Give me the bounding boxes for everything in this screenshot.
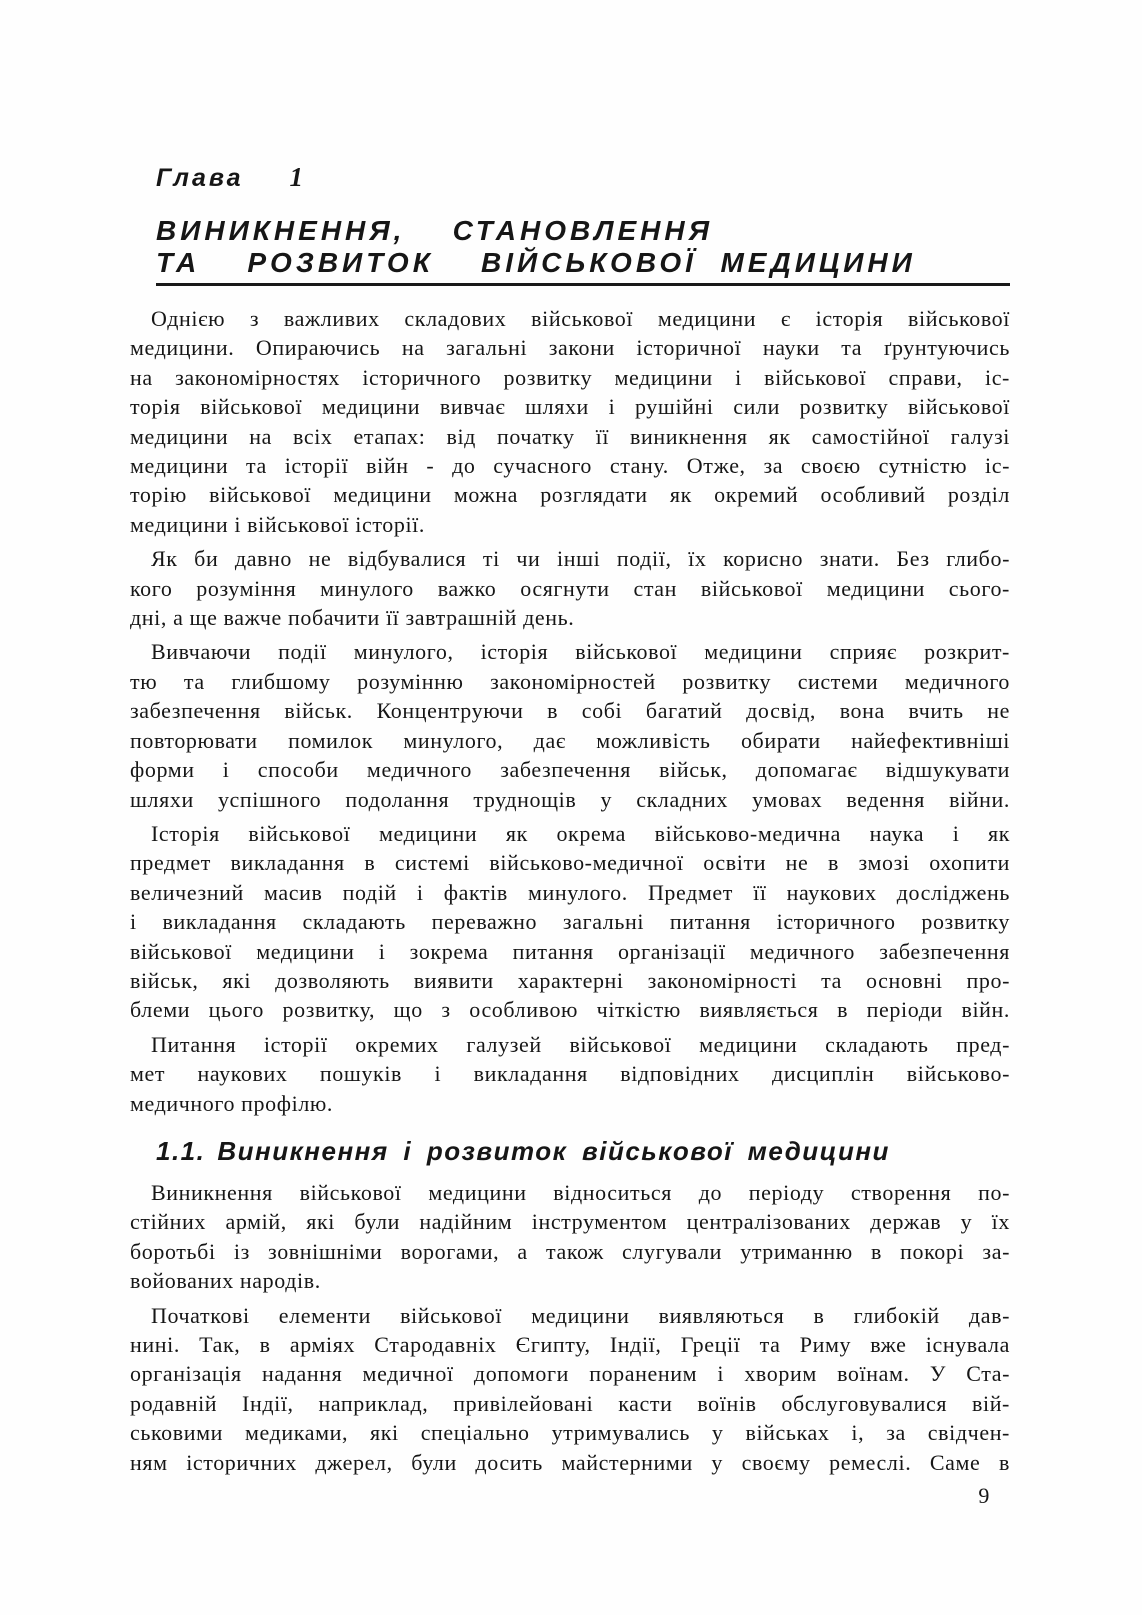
page-number: 9 [978,1483,990,1509]
text-line: нині. Так, в арміях Стародавніх Єгипту, Індії, Греції та Риму вже існувала [130,1332,1010,1357]
chapter-label: Глава [156,164,244,192]
text-line: стійних армій, які були надійним інструментом централізованих держав у їх [130,1209,1010,1235]
text-line: величезний масив подій і фактів минулого. Предмет її наукових досліджень [130,879,1010,905]
section-title: Виникнення і розвиток військової медицини [217,1135,890,1166]
document-title [130,215,1010,286]
text-line: мет наукових пошуків і викладання відповідних дисциплін військово- [130,1061,1010,1087]
text-line: торія військової медицини вивчає шляхи і рушійні сили розвитку військової [130,394,1010,420]
paragraph [130,637,1010,813]
title-line-2: ТА РОЗВИТОК ВІЙСЬКОВОЇ МЕДИЦИНИ [156,247,1010,286]
text-line: повторювати помилок минулого, дає можливість обирати найефективніші [130,727,1010,753]
text-line: Питання історії окремих галузей військової медицини складають пред- [151,1031,1010,1057]
paragraph [130,304,1010,539]
text-line: родавній Індії, наприклад, привілейовані касти воїнів обслуговувалися вій- [130,1390,1010,1416]
text-line: на закономірностях історичного розвитку медицини і військової справи, іс- [130,364,1010,390]
paragraph [130,544,1010,632]
text-line: ням історичних джерел, були досить майстерними у своєму ремеслі. Саме в [130,1449,1010,1475]
text-line: форми і способи медичного забезпечення військ, допомагає відшукувати [130,757,1010,783]
text-line: медичного профілю. [130,1090,334,1116]
chapter-number: 1 [289,162,307,192]
text-line: і викладання складають переважно загальні питання історичного розвитку [130,909,1010,935]
title-line-1: ВИНИКНЕННЯ, СТАНОВЛЕННЯ [156,215,713,246]
text-line: Однією з важливих складових військової медицини є історія військової [151,306,1010,331]
paragraph [130,819,1010,1025]
text-line: медицини та історії війн - до сучасного стану. Отже, за своєю сутністю іс- [130,453,1010,479]
paragraphs-after-section [130,1178,1010,1477]
paragraph [130,1301,1010,1477]
paragraphs-before-section [130,304,1010,1118]
text-line: шляхи успішного подолання труднощів у складних умовах ведення війни. [130,786,1010,812]
text-line: блеми цього розвитку, що з особливою чіткістю виявляється в періоди війн. [130,997,1010,1023]
text-line: Як би давно не відбувалися ті чи інші події, їх корисно знати. Без глибо- [151,546,1010,572]
text-line: медицини. Опираючись на загальні закони історичної науки та ґрунтуючись [130,335,1010,361]
text-line: предмет викладання в системі військово-медичної освіти не в змозі охопити [130,850,1010,876]
text-line: медицини і військової історії. [130,511,425,537]
text-line: забезпечення військ. Концентруючи в собі багатий досвід, вона вчить не [130,698,1010,724]
text-line: боротьбі із зовнішніми ворогами, а також слугували утриманню в покорі за- [130,1238,1010,1264]
text-line: дні, а ще важче побачити її завтрашній день. [130,605,575,631]
text-line: тю та глибшому розумінню закономірностей розвитку системи медичного [130,668,1010,694]
page-content [130,162,1010,1509]
section-number: 1.1. [156,1135,206,1166]
text-line: Історія військової медицини як окрема військово-медична наука і як [151,820,1010,846]
text-line: ськовими медиками, які спеціально утримувались у військах і, за свідчен- [130,1420,1010,1446]
body-text [130,304,1010,1509]
text-line: Початкові елементи військової медицини виявляються в глибокій дав- [151,1302,1010,1328]
text-line: організація надання медичної допомоги пораненим і хворим воїнам. У Ста- [130,1361,1010,1387]
text-line: Виникнення військової медицини відноситься до періоду створення по- [151,1179,1010,1205]
text-line: Вивчаючи події минулого, історія військової медицини сприяє розкрит- [151,639,1010,665]
chapter-heading [130,162,1010,193]
text-line: медицини на всіх етапах: від початку її виникнення як самостійної галузі [130,423,1010,449]
text-line: кого розуміння минулого важко осягнути стан військової медицини сього- [130,575,1010,601]
text-line: військової медицини і зокрема питання організації медичного забезпечення [130,938,1010,964]
paragraph [130,1178,1010,1296]
paragraph [130,1030,1010,1118]
section-heading [130,1134,1010,1168]
text-line: торію військової медицини можна розглядати як окремий особливий розділ [130,482,1010,508]
text-line: військ, які дозволяють виявити характерні закономірності та основні про- [130,967,1010,993]
text-line: войованих народів. [130,1268,321,1294]
